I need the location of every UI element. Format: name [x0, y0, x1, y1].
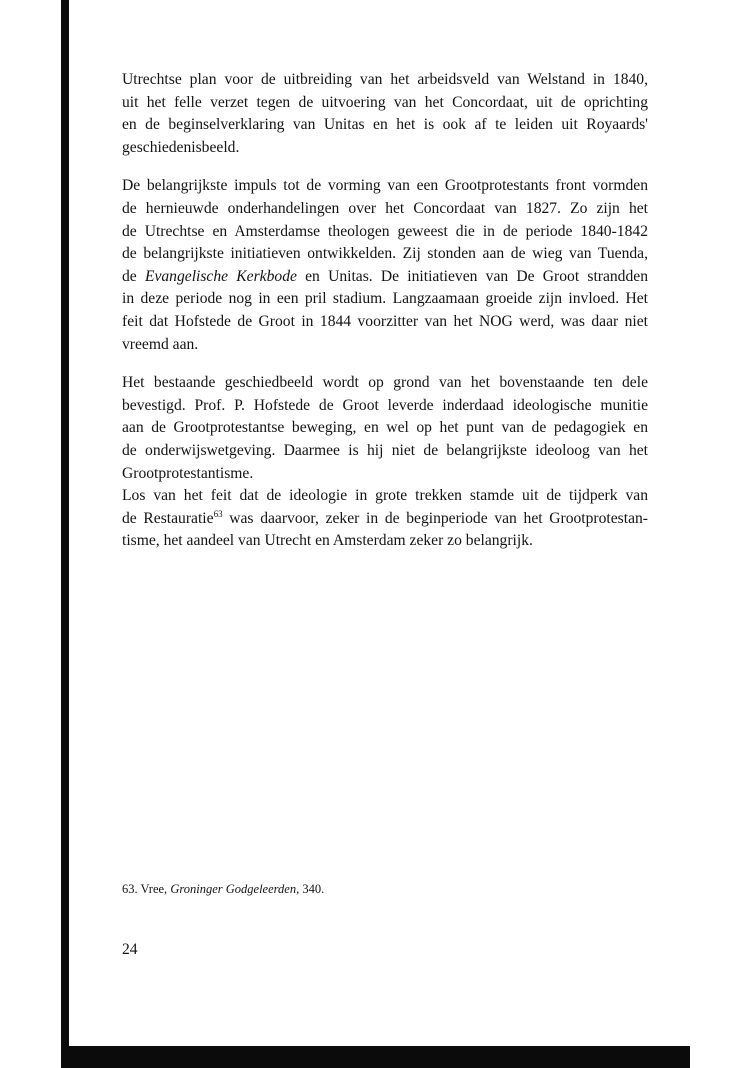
- text-line: de onderwijswetgeving. Daarmee is hij niet de belangrijkste ideoloog van het: [122, 441, 648, 459]
- text-line: geschiedenisbeeld.: [122, 138, 240, 156]
- footnote-text-before: Vree,: [137, 882, 171, 896]
- paragraph: [122, 372, 648, 553]
- text-line: en de beginselverklaring van Unitas en het is ook af te leiden uit Royaards': [122, 116, 648, 134]
- text-line: aan de Grootprotestantse beweging, en wel op het punt van de pedagogiek en: [122, 419, 648, 437]
- footnote-number: 63.: [122, 882, 138, 896]
- line-text-after: en Unitas. De initiatieven van De Groot strandden: [296, 267, 648, 285]
- text-line: tisme, het aandeel van Utrecht en Amsterdam zeker zo belangrijk.: [122, 532, 533, 550]
- text-line: bevestigd. Prof. P. Hofstede de Groot leverde inderdaad ideologische munitie: [122, 396, 648, 414]
- footnote: [122, 881, 324, 897]
- text-line: de belangrijkste initiatieven ontwikkelden. Zij stonden aan de wieg van Tuenda,: [122, 245, 648, 263]
- line-text-before: de Restauratie: [122, 509, 214, 527]
- text-line: in deze periode nog in een pril stadium. Langzaamaan groeide zijn invloed. Het: [122, 290, 648, 308]
- italic-title: Evangelische Kerkbode: [144, 267, 297, 285]
- footnote-reference: 63: [213, 508, 223, 519]
- text-line: de hernieuwde onderhandelingen over het Concordaat van 1827. Zo zijn het: [122, 199, 648, 217]
- bottom-binding-bar: [61, 1046, 690, 1068]
- left-binding-bar: [61, 0, 69, 1068]
- page-number: 24: [122, 941, 138, 958]
- text-line: Utrechtse plan voor de uitbreiding van het arbeidsveld van Welstand in 1840,: [122, 71, 648, 88]
- text-line: Het bestaande geschiedbeeld wordt op grond van het bovenstaande ten dele: [122, 374, 648, 392]
- text-line: De belangrijkste impuls tot de vorming van een Grootprotestants front vormden: [122, 177, 648, 195]
- line-text-after: was daarvoor, zeker in de beginperiode van het Grootprotestan-: [222, 509, 648, 527]
- paragraph-gap: [122, 159, 648, 175]
- body-text: [122, 69, 648, 553]
- text-line: de Utrechtse en Amsterdamse theologen geweest die in de periode 1840-1842: [122, 222, 648, 240]
- paragraph: [122, 175, 648, 356]
- text-line: Los van het feit dat de ideologie in grote trekken stamde uit de tijdperk van: [122, 487, 648, 505]
- footnote-text-after: , 340.: [296, 882, 325, 896]
- text-line: feit dat Hofstede de Groot in 1844 voorzitter van het NOG werd, was daar niet: [122, 312, 648, 330]
- text-line: [122, 508, 648, 531]
- text-line: vreemd aan.: [122, 335, 199, 353]
- text-line: [122, 266, 648, 289]
- paragraph-gap: [122, 356, 648, 372]
- line-text-before: de: [122, 267, 145, 285]
- text-line: Grootprotestantisme.: [122, 464, 254, 482]
- text-line: uit het felle verzet tegen de uitvoering van het Concordaat, uit de oprichting: [122, 93, 648, 111]
- paragraph: [122, 69, 648, 159]
- footnote-title: Groninger Godgeleerden: [170, 882, 297, 896]
